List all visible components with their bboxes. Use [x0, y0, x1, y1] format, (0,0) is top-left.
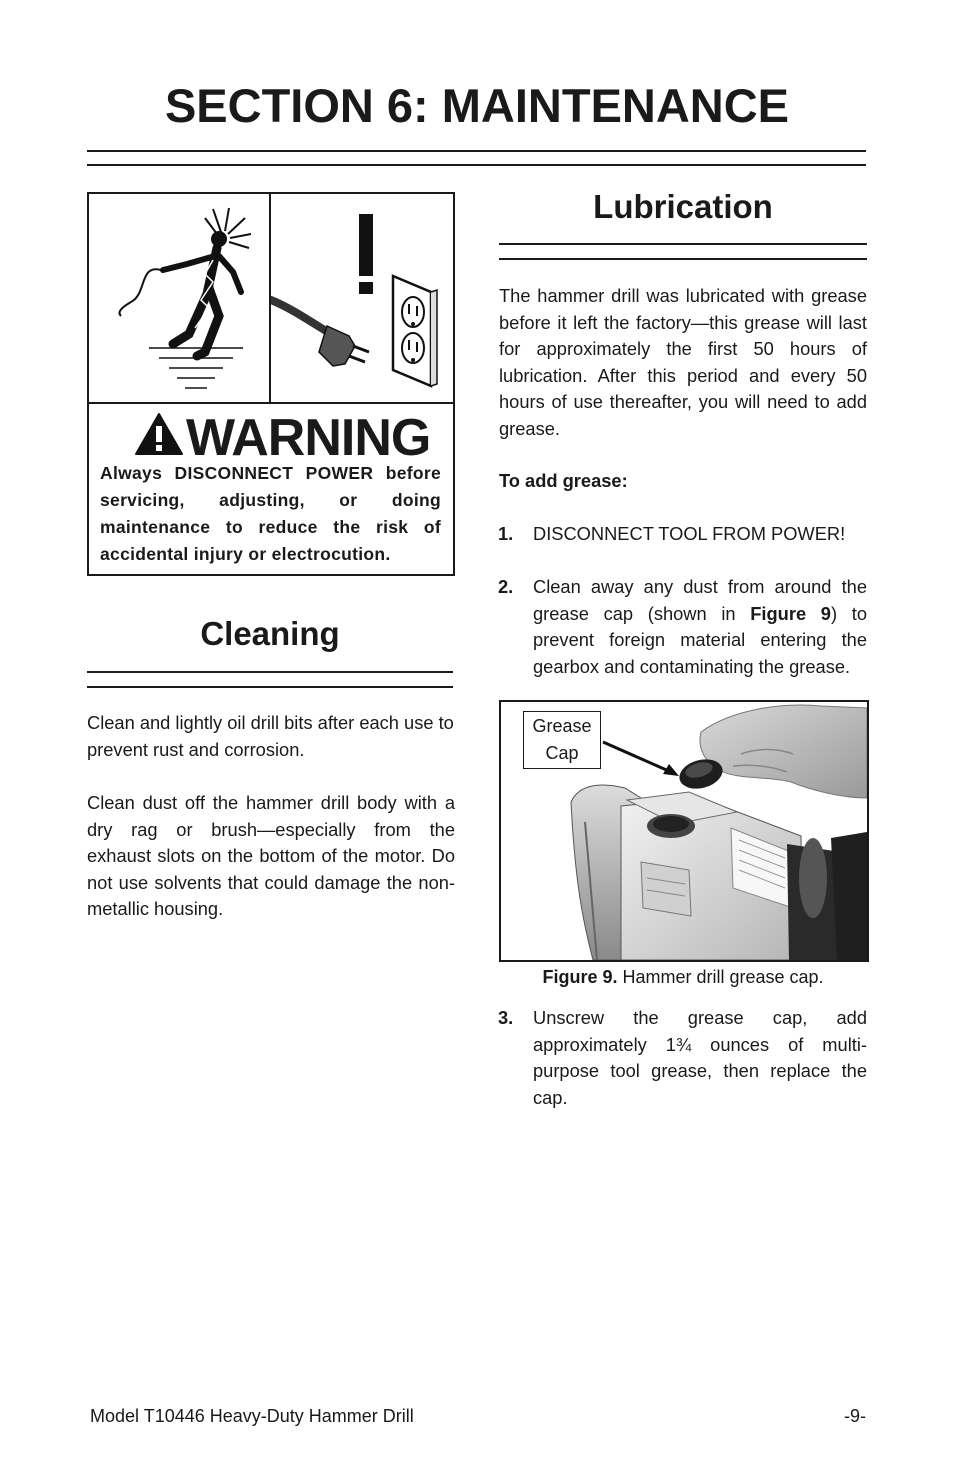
step-text-part: ) to prevent foreign material entering the gearbox and contaminating the grease.: [533, 602, 867, 677]
lubrication-rule-top: [499, 243, 867, 245]
lubrication-heading: Lubrication: [593, 188, 773, 225]
callout-line: Grease: [532, 716, 592, 736]
figure-9: [499, 700, 869, 962]
caption-label: Figure 9.: [542, 967, 618, 987]
list-item: [498, 574, 867, 680]
footer-page-number: -9-: [844, 1406, 866, 1426]
title-rule-top: [87, 150, 866, 152]
warning-divider-horizontal: [89, 402, 453, 404]
step-text: Unscrew the grease cap, add approximately 1¾ ounces of multi-purpose tool grease, then replace the cap.: [533, 1007, 867, 1108]
step-text-part: Clean away any dust from around the grease cap (shown in: [533, 576, 867, 624]
warning-text: Always DISCONNECT POWER before servicing, adjusting, or doing maintenance to reduce the risk of accidental injury or electrocution.: [100, 463, 441, 564]
list-item: [498, 521, 867, 548]
lubrication-subhead: To add grease:: [499, 470, 628, 491]
electrocution-icon: [109, 204, 259, 394]
step-number: 2.: [498, 576, 514, 597]
callout-line: Cap: [545, 743, 579, 763]
cleaning-rule-top: [87, 671, 453, 673]
footer-model: Model T10446 Heavy-Duty Hammer Drill: [90, 1406, 414, 1426]
cleaning-rule-bottom: [87, 686, 453, 688]
lubrication-rule-bottom: [499, 258, 867, 260]
warning-triangle-icon: [134, 412, 184, 456]
figure-caption: [499, 965, 867, 989]
cleaning-paragraph-1: Clean and lightly oil drill bits after each use to prevent rust and corrosion.: [87, 712, 454, 760]
list-item: [498, 1005, 867, 1111]
caption-text: Hammer drill grease cap.: [617, 967, 824, 987]
cleaning-heading: Cleaning: [200, 615, 340, 652]
step-text: DISCONNECT TOOL FROM POWER!: [533, 523, 846, 544]
step-number: 3.: [498, 1007, 514, 1028]
figure-reference: Figure 9: [750, 602, 831, 624]
cleaning-paragraph-2: Clean dust off the hammer drill body with a dry rag or brush—especially from the exhaust slots on the bottom of the motor. Do not use solvents that could damage the non-metallic housing.: [87, 792, 455, 919]
grease-cap-callout: [523, 711, 601, 769]
page-title: SECTION 6: MAINTENANCE: [164, 79, 790, 132]
title-rule-bottom: [87, 164, 866, 166]
lubrication-intro: The hammer drill was lubricated with grease before it left the factory—this grease will last for approximately the first 50 hours of lubrication. After this period and every 50 hours of use thereafter, you will need to add grease.: [499, 285, 867, 439]
step-number: 1.: [498, 523, 514, 544]
step-text: [533, 574, 867, 680]
warning-word: WARNING: [186, 409, 431, 467]
plug-outlet-icon: [271, 196, 451, 400]
